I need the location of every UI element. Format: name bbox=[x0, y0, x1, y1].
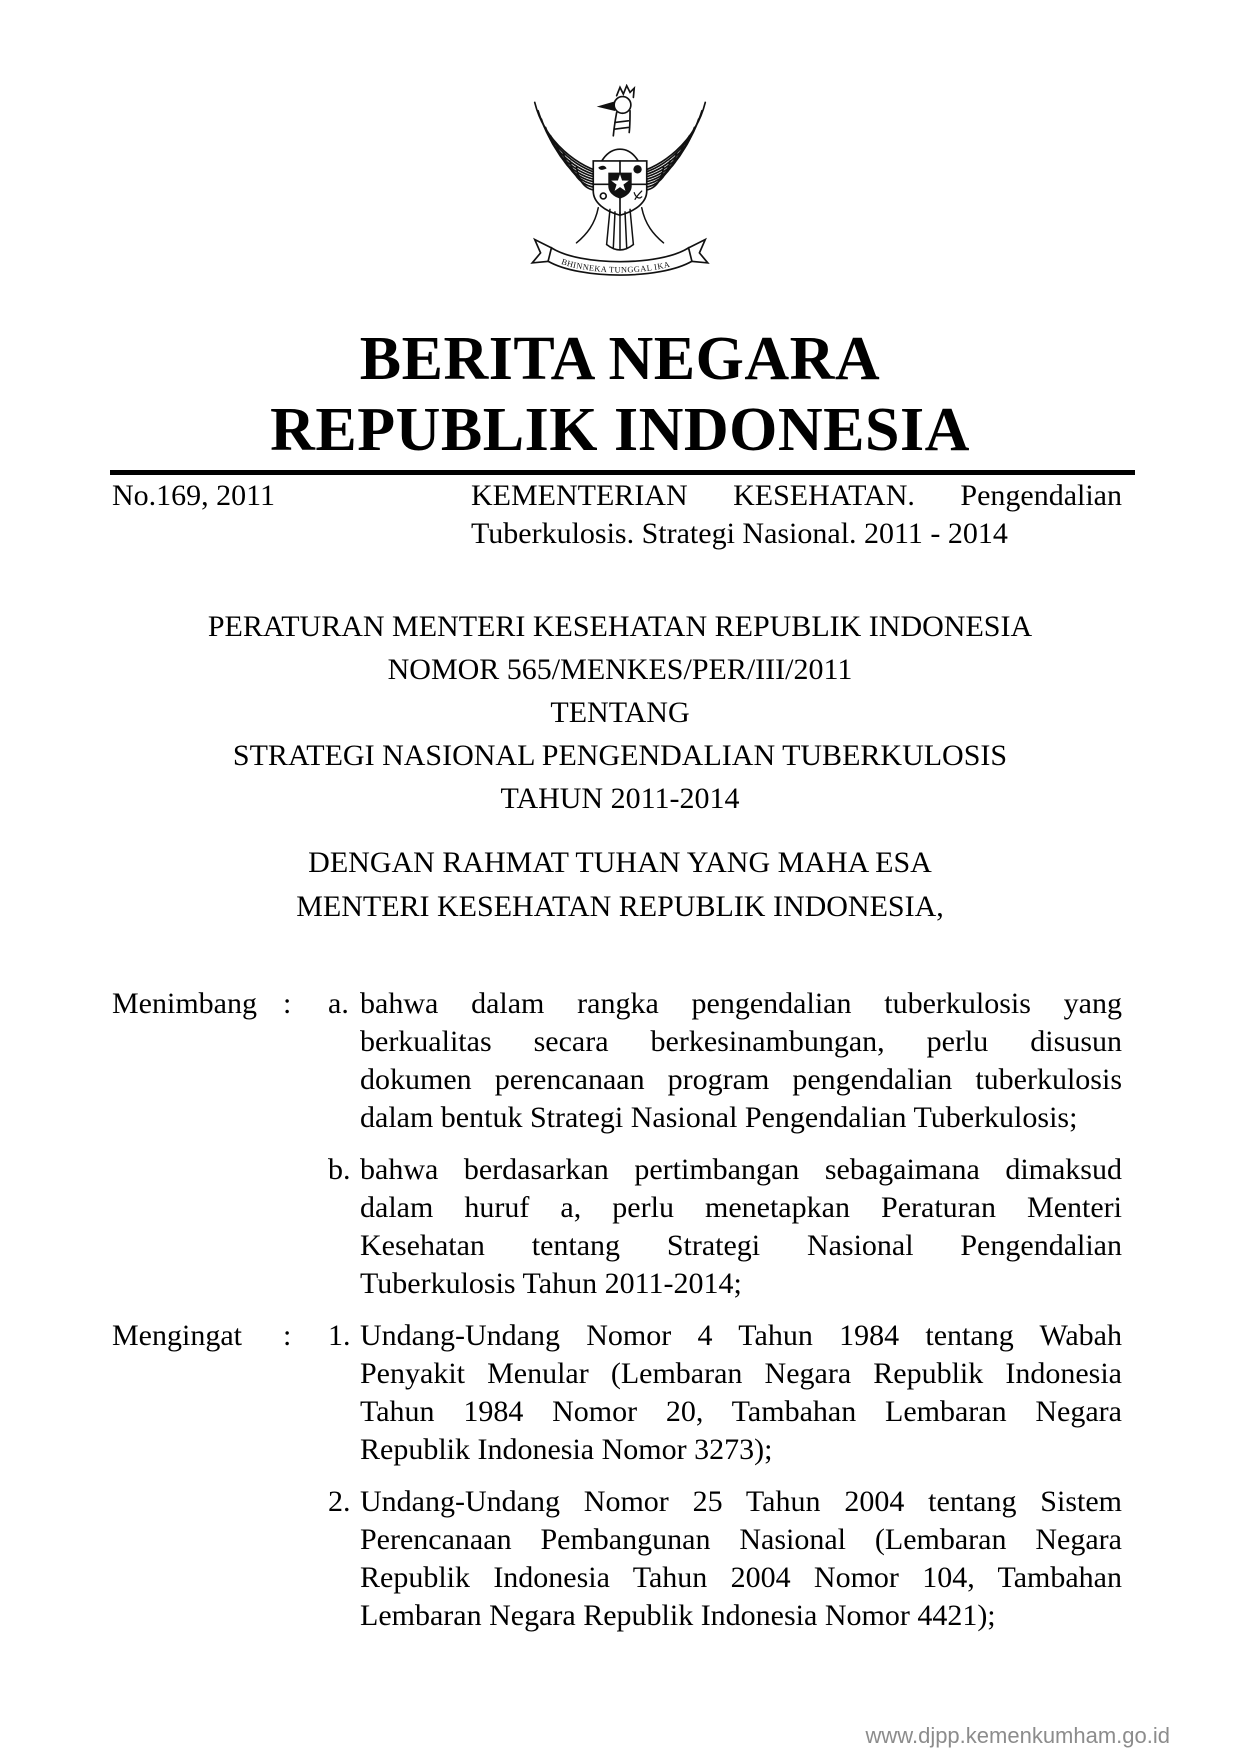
spacer-colon bbox=[283, 1483, 328, 1635]
text-line: dokumen perencanaan program pengendalian tuberkulosis bbox=[360, 1063, 1122, 1096]
preamble-block bbox=[0, 841, 1240, 929]
pancasila-shield bbox=[593, 161, 647, 215]
item-marker-1: 1. bbox=[328, 1319, 351, 1352]
item-text-b bbox=[360, 1151, 1122, 1303]
text-line: dalam bentuk Strategi Nasional Pengendalian Tuberkulosis; bbox=[360, 1101, 1078, 1134]
menimbang-colon: : bbox=[283, 987, 292, 1020]
item-marker-b: b. bbox=[328, 1153, 351, 1186]
garuda-pancasila-emblem bbox=[528, 84, 712, 293]
mengingat-label: Mengingat bbox=[112, 1319, 242, 1352]
mengingat-item-2 bbox=[112, 1483, 1122, 1635]
text-line: Perencanaan Pembangunan Nasional (Lembaran Negara bbox=[360, 1523, 1122, 1556]
spacer-label bbox=[112, 1151, 283, 1303]
text-line: Republik Indonesia Nomor 3273); bbox=[360, 1433, 773, 1466]
masthead-title-line1: BERITA NEGARA bbox=[359, 325, 881, 393]
mengingat-item-1 bbox=[112, 1317, 1122, 1469]
text-line: berkualitas secara berkesinambungan, perlu disusun bbox=[360, 1025, 1122, 1058]
gazette-number: No.169, 2011 bbox=[112, 479, 276, 512]
text-line: Undang-Undang Nomor 4 Tahun 1984 tentang Wabah bbox=[360, 1319, 1122, 1352]
text-line: Tuberkulosis Tahun 2011-2014; bbox=[360, 1267, 742, 1300]
text-line: dalam huruf a, perlu menetapkan Peraturan Menteri bbox=[360, 1191, 1122, 1224]
menimbang-item-a bbox=[112, 985, 1122, 1137]
item-text-2 bbox=[360, 1483, 1122, 1635]
menimbang-label: Menimbang bbox=[112, 987, 257, 1020]
text-line: bahwa berdasarkan pertimbangan sebagaimana dimaksud bbox=[360, 1153, 1122, 1186]
motto-text: BHINNEKA TUNGGAL IKA bbox=[560, 257, 671, 275]
gazette-subject bbox=[471, 477, 1122, 553]
text-line: Republik Indonesia Tahun 2004 Nomor 104, Tambahan bbox=[360, 1561, 1122, 1594]
garuda-head bbox=[600, 86, 634, 136]
menimbang-item-b bbox=[112, 1151, 1122, 1303]
text-line: Lembaran Negara Republik Indonesia Nomor 4421); bbox=[360, 1599, 996, 1632]
text-line: Penyakit Menular (Lembaran Negara Republik Indonesia bbox=[360, 1357, 1122, 1390]
decree-tentang-line: TENTANG bbox=[550, 696, 690, 729]
garuda-tail bbox=[577, 208, 664, 250]
text-line: Kesehatan tentang Strategi Nasional Pengendalian bbox=[360, 1229, 1122, 1262]
item-text-1 bbox=[360, 1317, 1122, 1469]
decree-title-block bbox=[0, 605, 1240, 820]
emblem-container bbox=[0, 0, 1240, 298]
gazette-subject-line2: Tuberkulosis. Strategi Nasional. 2011 - 2014 bbox=[471, 517, 1008, 550]
item-marker-2: 2. bbox=[328, 1485, 351, 1518]
gazette-subject-line1: KEMENTERIAN KESEHATAN. Pengendalian bbox=[471, 479, 1122, 512]
preamble-invocation: DENGAN RAHMAT TUHAN YANG MAHA ESA bbox=[308, 846, 932, 879]
decree-year-line: TAHUN 2011-2014 bbox=[500, 782, 740, 815]
text-line: bahwa dalam rangka pengendalian tuberkulosis yang bbox=[360, 987, 1122, 1020]
text-line: Tahun 1984 Nomor 20, Tambahan Lembaran Negara bbox=[360, 1395, 1122, 1428]
spacer-colon bbox=[283, 1151, 328, 1303]
considerations-section bbox=[112, 985, 1122, 1635]
mengingat-colon: : bbox=[283, 1319, 292, 1352]
decree-title-line: PERATURAN MENTERI KESEHATAN REPUBLIK INDONESIA bbox=[207, 610, 1033, 643]
gazette-meta bbox=[112, 477, 1122, 553]
masthead-title-line2: REPUBLIK INDONESIA bbox=[270, 396, 970, 464]
djpp-watermark: www.djpp.kemenkumham.go.id bbox=[865, 1723, 1170, 1748]
decree-subject-line: STRATEGI NASIONAL PENGENDALIAN TUBERKULOSIS bbox=[232, 739, 1008, 772]
item-text-a bbox=[360, 985, 1122, 1137]
spacer-label bbox=[112, 1483, 283, 1635]
text-line: Undang-Undang Nomor 25 Tahun 2004 tentang Sistem bbox=[360, 1485, 1122, 1518]
preamble-issuer: MENTERI KESEHATAN REPUBLIK INDONESIA, bbox=[296, 890, 944, 923]
masthead-title bbox=[0, 324, 1240, 466]
decree-number-line: NOMOR 565/MENKES/PER/III/2011 bbox=[387, 653, 853, 686]
masthead-divider bbox=[110, 470, 1135, 475]
item-marker-a: a. bbox=[328, 987, 349, 1020]
